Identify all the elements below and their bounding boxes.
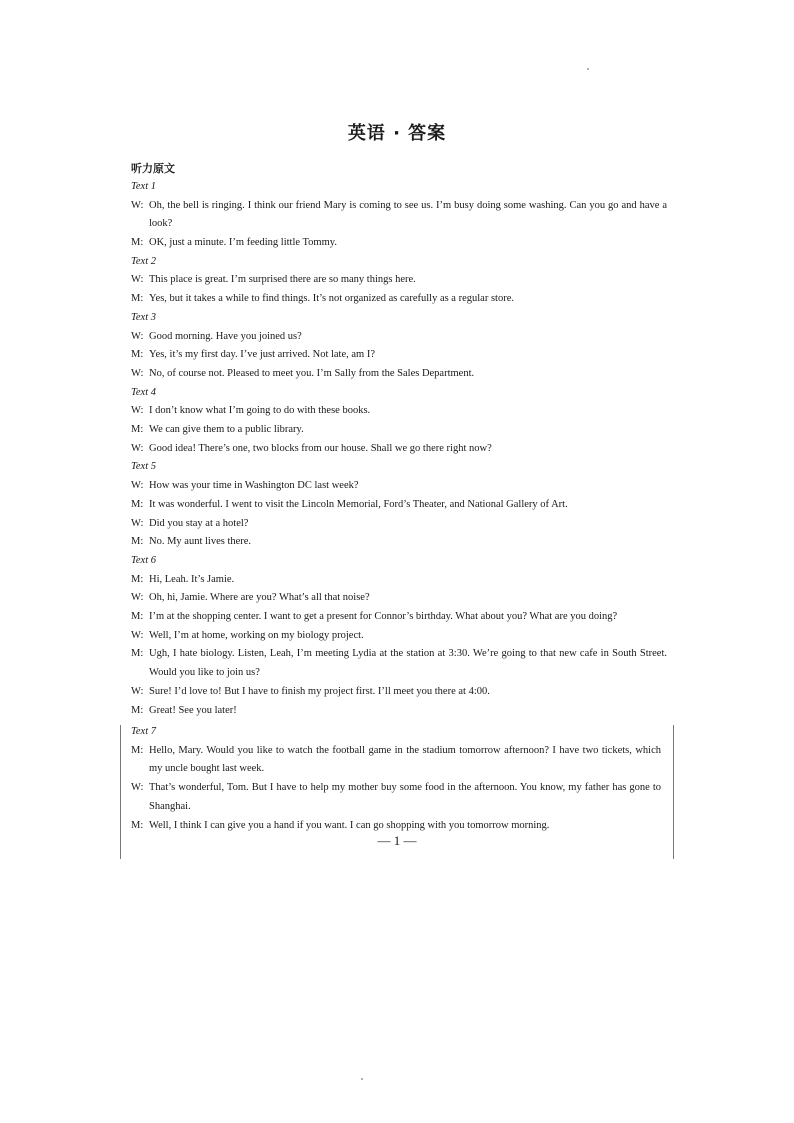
speaker-label: M:: [131, 819, 144, 831]
page-title: 英语 · 答案: [347, 123, 447, 144]
boxed-transcript: [131, 723, 661, 835]
dialogue-line: [131, 421, 667, 440]
dialogue-text: Hello, Mary. Would you like to watch the football game in the stadium tomorrow afternoon? I have two tickets, which my uncle bought last week.: [149, 744, 661, 775]
dialogue-text: That’s wonderful, Tom. But I have to help my mother buy some food in the afternoon. You know, my father has gone to Shanghai.: [149, 782, 661, 812]
speaker-label: W:: [131, 480, 144, 492]
speaker-label: W:: [131, 685, 144, 697]
text-label: Text 1: [131, 181, 156, 192]
dialogue-line: [131, 515, 667, 534]
speaker-label: M:: [131, 648, 144, 660]
dialogue-line: [131, 197, 667, 234]
dialogue-line: [131, 477, 667, 496]
dialogue-line: [131, 496, 667, 515]
dialogue-text: Hi, Leah. It’s Jamie.: [149, 573, 235, 585]
speaker-label: M:: [131, 536, 144, 548]
page-number: — 1 —: [377, 833, 417, 848]
dialogue-line: [131, 346, 667, 365]
speaker-label: W:: [131, 782, 144, 794]
dialogue-text: Sure! I’d love to! But I have to finish my project first. I’ll meet you there at 4:00.: [149, 685, 490, 697]
speaker-label: M:: [131, 744, 144, 756]
dialogue-line: [131, 402, 667, 421]
dialogue-text: We can give them to a public library.: [149, 424, 304, 436]
dialogue-text: Good idea! There’s one, two blocks from our house. Shall we go there right now?: [149, 442, 492, 454]
speaker-label: W:: [131, 629, 144, 641]
dialogue-text: Yes, it’s my first day. I’ve just arrived. Not late, am I?: [149, 349, 375, 361]
dialogue-line: [131, 365, 667, 384]
dialogue-line: [131, 702, 667, 721]
speaker-label: W:: [131, 442, 144, 454]
speaker-label: W:: [131, 330, 144, 342]
dialogue-text: Did you stay at a hotel?: [149, 517, 249, 529]
speaker-label: M:: [131, 573, 144, 585]
dialogue-line: [131, 779, 661, 816]
dialogue-line: [131, 234, 667, 253]
dialogue-text: Ugh, I hate biology. Listen, Leah, I’m meeting Lydia at the station at 3:30. We’re going to that new cafe in South Street. Would you like to join us?: [149, 648, 667, 679]
speaker-label: W:: [131, 367, 144, 379]
dialogue-text: No. My aunt lives there.: [149, 536, 252, 548]
speaker-label: M:: [131, 349, 144, 361]
speaker-label: M:: [131, 237, 144, 249]
transcript-body: [131, 159, 667, 720]
dialogue-text: Yes, but it takes a while to find things. It’s not organized as carefully as a regular store.: [149, 293, 514, 305]
dialogue-text: Well, I’m at home, working on my biology project.: [149, 629, 364, 641]
speaker-label: W:: [131, 274, 144, 286]
speaker-label: M:: [131, 704, 144, 716]
dialogue-line: [131, 533, 667, 552]
speaker-label: W:: [131, 592, 144, 604]
dialogue-text: Good morning. Have you joined us?: [149, 330, 302, 342]
dialogue-text: This place is great. I’m surprised there are so many things here.: [149, 274, 416, 286]
dialogue-line: [131, 683, 667, 702]
dialogue-line: [131, 271, 667, 290]
dialogue-line: [131, 290, 667, 309]
scan-speck: [587, 68, 589, 70]
dialogue-text: It was wonderful. I went to visit the Lincoln Memorial, Ford’s Theater, and National Gallery of Art.: [149, 498, 568, 510]
section-title: 听力原文: [131, 162, 175, 175]
dialogue-line: [131, 627, 667, 646]
dialogue-text: I’m at the shopping center. I want to get a present for Connor’s birthday. What about you? What are you doing?: [149, 611, 618, 623]
speaker-label: W:: [131, 199, 144, 211]
dialogue-text: OK, just a minute. I’m feeding little Tommy.: [149, 237, 337, 249]
speaker-label: W:: [131, 405, 144, 417]
dialogue-text: I don’t know what I’m going to do with these books.: [149, 405, 371, 417]
dialogue-text: Oh, hi, Jamie. Where are you? What’s all that noise?: [149, 592, 370, 604]
speaker-label: M:: [131, 498, 144, 510]
dialogue-text: Well, I think I can give you a hand if you want. I can go shopping with you tomorrow morning.: [149, 819, 550, 831]
text-label: Text 6: [131, 554, 156, 566]
dialogue-line: [131, 440, 667, 459]
scan-speck: [361, 1078, 363, 1080]
speaker-label: M:: [131, 611, 144, 623]
text-label: Text 3: [131, 311, 156, 323]
speaker-label: M:: [131, 424, 144, 436]
dialogue-line: [131, 328, 667, 347]
text-label: Text 4: [131, 386, 156, 398]
transcript-list: [131, 178, 667, 720]
text-label: Text 7: [131, 726, 156, 737]
dialogue-line: [131, 571, 667, 590]
speaker-label: M:: [131, 293, 144, 305]
dialogue-text: Great! See you later!: [149, 704, 237, 716]
dialogue-line: [131, 742, 661, 779]
dialogue-text: Oh, the bell is ringing. I think our friend Mary is coming to see us. I’m busy doing some washing. Can you go and have a look?: [149, 199, 667, 230]
text-label: Text 2: [131, 255, 156, 267]
speaker-label: W:: [131, 517, 144, 529]
dialogue-line: [131, 608, 667, 627]
dialogue-line: [131, 589, 667, 608]
text-label: Text 5: [131, 461, 156, 473]
dialogue-text: How was your time in Washington DC last week?: [149, 480, 359, 492]
dialogue-line: [131, 645, 667, 682]
dialogue-text: No, of course not. Pleased to meet you. I’m Sally from the Sales Department.: [149, 367, 475, 379]
